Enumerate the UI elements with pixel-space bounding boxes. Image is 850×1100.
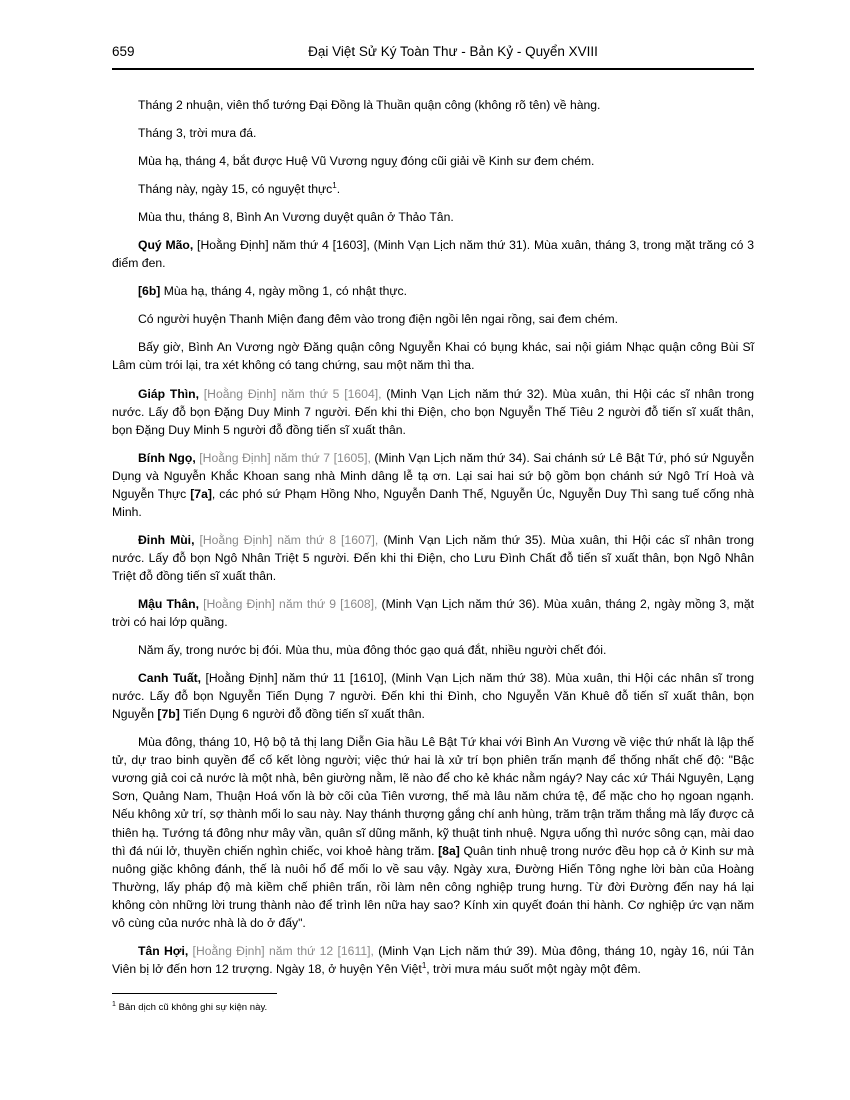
paragraph: Mùa thu, tháng 8, Bình An Vương duyệt quân ở Thảo Tân. (138, 210, 454, 225)
footnote-ref[interactable]: 1 (421, 960, 427, 970)
paragraph-entry: Đinh Mùi, [Hoằng Định] năm thứ 8 [1607], (Minh Vạn Lịch năm thứ 35). Mùa xuân, thi Hội các sĩ nhân trong nước. Lấy đỗ bọn Ngô Nhân Triệt 5 người. Đến khi thi Điện, cho Lưu Đình Chất đỗ tiến sĩ xuất thân, bọn Ngô Nhân Triệt đỗ đồng tiến sĩ xuất thân. (112, 532, 754, 583)
page-title: Đại Việt Sử Ký Toàn Thư - Bản Kỷ - Quyển XVIII (308, 44, 598, 59)
paragraph: Năm ấy, trong nước bị đói. Mùa thu, mùa đông thóc gạo quá đắt, nhiều người chết đói. (138, 643, 607, 658)
entry-label: Đinh Mùi, (138, 532, 195, 547)
paragraph: Bấy giờ, Bình An Vương ngờ Đăng quận công Nguyễn Khai có bụng khác, sai nội giám Nhạc quận công Bùi Sĩ Lâm cùm trói lại, tra xét không có tang chứng, sau một năm thì tha. (112, 340, 754, 373)
footnote-ref[interactable]: 1 (332, 181, 337, 191)
paragraph: Có người huyện Thanh Miện đang đêm vào trong điện ngồi lên ngai rồng, sai đem chém. (138, 312, 619, 327)
entry-era-note: [Hoằng Định] năm thứ 7 [1605], (195, 450, 371, 465)
paragraph-entry: Canh Tuất, [Hoằng Định] năm thứ 11 [1610], (Minh Vạn Lịch năm thứ 38). Mùa xuân, thi Hội các nhân sĩ trong nước. Lấy đỗ bọn Nguyễn Tiến Dụng 7 người. Đến khi thi Đình, cho Nguyễn Văn Khuê đỗ tiến sĩ xuất thân, bọn Nguyễn [7b] Tiến Dụng 6 người đỗ đồng tiến sĩ xuất thân. (112, 671, 754, 722)
entry-label: Bính Ngọ, (138, 450, 196, 465)
paragraph-entry: Tân Hợi, [Hoằng Định] năm thứ 12 [1611], (Minh Vạn Lịch năm thứ 39). Mùa đông, tháng 10, ngày 16, núi Tản Viên bị lở đến hơn 12 trượng. Ngày 18, ở huyện Yên Việt$^1$, trời mưa máu suốt một ngày một đêm. (112, 943, 754, 976)
page-number: 659 (112, 44, 135, 59)
paragraph-entry: [6b] Mùa hạ, tháng 4, ngày mồng 1, có nhật thực. (138, 284, 407, 299)
entry-era-note: [Hoằng Định] năm thứ 12 [1611], (188, 943, 374, 958)
footnote-area (112, 993, 754, 1014)
entry-era-note: [Hoằng Định] năm thứ 8 [1607], (194, 532, 379, 547)
folio-marker: [8a] (438, 843, 460, 858)
entry-era-note: [Hoằng Định] năm thứ 5 [1604], (198, 386, 382, 401)
header-divider (112, 68, 754, 70)
paragraph-entry: Bính Ngọ, [Hoằng Định] năm thứ 7 [1605], (Minh Vạn Lịch năm thứ 34). Sai chánh sứ Lê Bật Tứ, phó sứ Nguyễn Dụng và Nguyễn Khắc Khoan sang nhà Minh dâng lễ tạ ơn. Lại sai hai sứ bộ gồm bọn chánh sứ Ngô Trí Hoà và Nguyễn Thực [7a], các phó sứ Phạm Hồng Nho, Nguyễn Danh Thế, Nguyễn Úc, Nguyễn Duy Thì sang tuế cống nhà Minh. (112, 450, 755, 519)
page-body (112, 96, 754, 978)
entry-label: Canh Tuất, (138, 671, 202, 686)
entry-label: Mậu Thân, (138, 596, 199, 611)
footnote-divider (112, 993, 277, 994)
paragraph-entry: Mậu Thân, [Hoằng Định] năm thứ 9 [1608], (Minh Vạn Lịch năm thứ 36). Mùa xuân, tháng 2, ngày mồng 3, mặt trời có hai lớp quầng. (112, 596, 754, 630)
paragraph: Mùa hạ, tháng 4, bắt được Huệ Vũ Vương nguỵ đóng cũi giải về Kinh sư đem chém. (138, 154, 595, 169)
paragraph: Tháng 3, trời mưa đá. (138, 126, 257, 141)
folio-marker: [7b] (157, 707, 180, 722)
entry-era-note: [Hoằng Định] năm thứ 9 [1608], (198, 596, 378, 611)
folio-marker: [7a] (190, 486, 212, 501)
entry-label: Quý Mão, (138, 238, 194, 253)
folio-marker: [6b] (138, 284, 161, 299)
paragraph: Tháng này, ngày 15, có nguyệt thực$^1$. (138, 181, 341, 197)
paragraph-entry: Quý Mão, [Hoằng Định] năm thứ 4 [1603], (Minh Vạn Lịch năm thứ 31). Mùa xuân, tháng 3, trong mặt trăng có 3 điểm đen. (112, 238, 754, 271)
entry-label: Giáp Thìn, (138, 386, 199, 401)
entry-label: Tân Hợi, (138, 943, 189, 958)
paragraph: Mùa đông, tháng 10, Hộ bộ tả thị lang Diễn Gia hầu Lê Bật Tứ khai với Bình An Vương về việc thứ nhất là lập thế tử, dự trao binh quyền để cố kết lòng người; việc thứ hai là xử trí bọn phiên trấn mạnh để thống nhất chế độ: "Bậc vương giả coi cả nước là một nhà, bên giường nằm, lẽ nào để cho kẻ khác nằm ngáy? Nay các xứ Thái Nguyên, Lạng Sơn, Quảng Nam, Thuận Hoá vốn là bờ cõi của Tiên vương, thế mà lâu năm chứa tệ, để mặc cho họ ngoan ngạnh. Nếu không xử trí, sợ thành mối lo sau này. Nay thánh thượng gắng chí anh hùng, trăm trận trăm thắng mà lấy được cả thiên hạ. Tướng tá đông như mây vần, quân sĩ dũng mãnh, kỹ thuật tinh nhuệ. Ngựa uống thì nước sông cạn, mài dao thì đá núi lở, thuyền chiến nghìn chiếc, voi khoẻ hàng trăm. [8a] Quân tinh nhuệ trong nước đều họp cả ở Kinh sư mà nuông giặc không đánh, thế là nuôi hổ để mối lo về sau vậy. Ngày xưa, Đường Hiến Tông nghe lời bàn của Hoàng Thường, lấy pháp độ mà kiềm chế phiên trấn, rồi làm nên công nghiệp trung hưng. Từ đời Đường đến nay há lại không còn những lời trung thành nào để trình lên nữa hay sao? Kính xin quyết đoán thi hành. Cơ nghiệp ức vạn năm vô cùng của nước nhà là do ở đấy". (112, 735, 754, 930)
paragraph: Tháng 2 nhuận, viên thổ tướng Đại Đồng là Thuần quận công (không rõ tên) về hàng. (138, 98, 601, 112)
paragraph-entry: Giáp Thìn, [Hoằng Định] năm thứ 5 [1604], (Minh Vạn Lịch năm thứ 32). Mùa xuân, thi Hội các sĩ nhân trong nước. Lấy đỗ bọn Đặng Duy Minh 7 người. Đến khi thi Điện, cho bọn Nguyễn Thế Tiêu 2 người đỗ tiến sĩ xuất thân, bọn Đặng Duy Minh 5 người đỗ đồng tiến sĩ xuất thân. (112, 386, 754, 437)
page-header (112, 44, 754, 68)
footnote-marker: 1 (112, 1000, 116, 1008)
footnote-text: $^1$ Bản dịch cũ không ghi sự kiện này. (112, 1000, 268, 1013)
